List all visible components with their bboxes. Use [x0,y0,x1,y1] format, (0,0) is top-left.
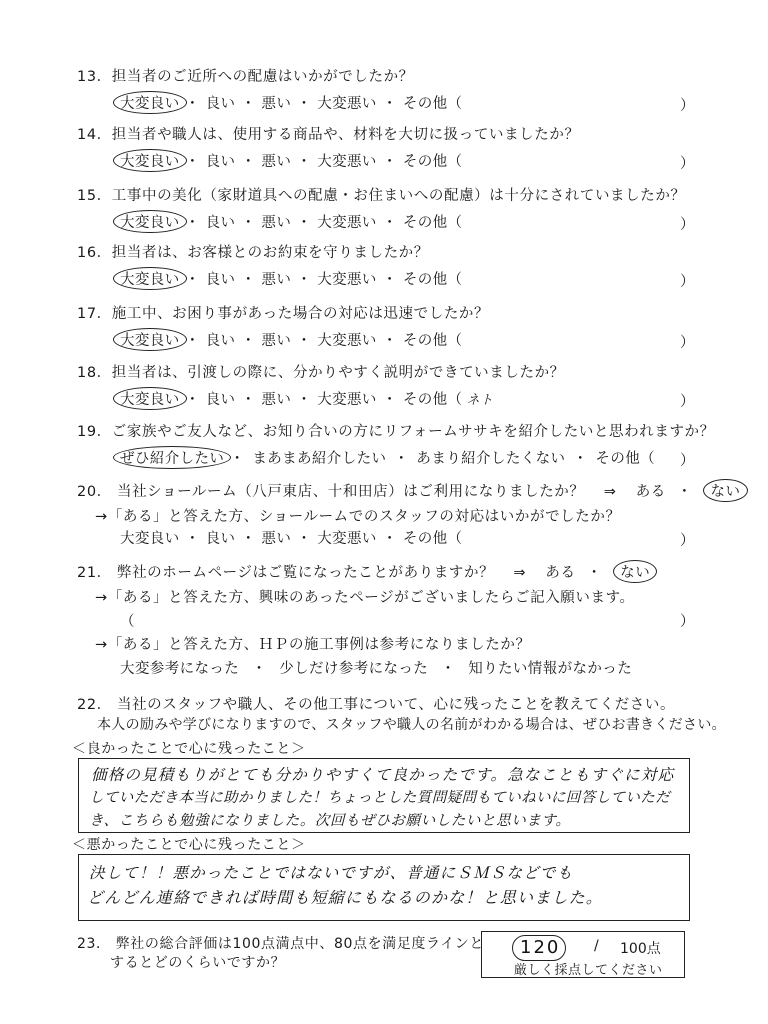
answer-option-circled[interactable]: 大変良い [113,328,187,351]
close-paren: ） [680,217,695,233]
question-16 [77,241,429,262]
answer-option[interactable]: 良い [205,272,236,288]
close-paren: ） [680,274,695,290]
question-21-followup2: →「ある」と答えた方、ＨＰの施工事例は参考になりましたか？ [95,637,531,653]
score-max: 100点 [620,941,661,957]
separator: ・ [382,96,398,112]
separator: ・ [229,451,245,467]
answer-option[interactable]: 大変悪い [317,96,377,112]
question-number: 20． [77,484,112,500]
close-paren: ） [680,614,696,630]
answer-option[interactable]: まあまあ紹介したい [252,451,387,467]
question-text: 弊社のホームページはご覧になったことがありますか？ [116,565,495,581]
separator: ・ [240,531,256,547]
question-23 [77,933,484,953]
answer-no-circled[interactable]: ない [703,479,747,502]
answer-option[interactable]: その他（ [402,154,463,170]
question-text: 施工中、お困り事があった場合の対応は迅速でしたか？ [111,306,490,322]
question-number: 16． [77,245,112,261]
question-number: 14． [77,127,112,143]
answer-options [120,92,462,113]
separator: ・ [382,392,398,408]
answer-option[interactable]: 知りたい情報がなかった [468,661,633,677]
question-14 [77,123,580,144]
separator: ・ [296,272,312,288]
separator: ・ [185,392,201,408]
answer-option[interactable]: その他（ [402,333,463,349]
score-note: 厳しく採点してください [514,963,663,978]
answer-option-circled[interactable]: 大変良い [113,387,187,410]
question-13 [77,65,414,86]
close-paren: ） [680,156,695,172]
answer-option[interactable]: 良い [205,215,236,231]
score-slash: / [594,938,599,954]
separator: ・ [240,215,256,231]
question-number: 13． [77,69,112,85]
question-number: 15． [77,188,112,204]
answer-option[interactable]: 悪い [261,215,292,231]
answer-option[interactable]: 大変良い [120,531,180,547]
separator: ・ [240,392,256,408]
answer-option[interactable]: 大変悪い [317,215,377,231]
question-text: 担当者のご近所への配慮はいかがでしたか？ [111,69,414,85]
separator: ・ [382,272,398,288]
separator: ・ [240,96,256,112]
separator: ・ [185,272,201,288]
question-text: 工事中の美化（家財道具への配慮・お住まいへの配慮）は十分にされていましたか？ [111,188,686,204]
answer-option-circled[interactable]: ぜひ紹介したい [113,446,231,469]
answer-option-circled[interactable]: 大変良い [113,267,187,290]
bad-heading: ＜悪かったことで心に残ったこと＞ [72,837,306,853]
question-text: 担当者や職人は、使用する商品や、材料を大切に扱っていましたか？ [111,127,580,143]
answer-options [120,211,462,232]
answer-option[interactable]: 悪い [261,154,292,170]
answer-option[interactable]: その他（ [402,215,463,231]
answer-option[interactable]: 良い [205,392,236,408]
separator: ・ [251,661,267,677]
separator: ・ [296,96,312,112]
question-text: 担当者は、お客様とのお約束を守りましたか？ [111,245,429,261]
answer-option[interactable]: 大変参考になった [120,661,240,677]
separator: ・ [296,215,312,231]
question-21-followup1: →「ある」と答えた方、興味のあったページがございましたらご記入願います。 [95,590,635,606]
separator: ・ [240,154,256,170]
good-comment-box[interactable] [78,758,690,833]
handwritten-line: していただき本当に助かりました！ちょっとした質問疑問もていねいに回答していただ [89,790,671,806]
separator: ・ [296,531,312,547]
handwritten-line: どんどん連絡できれば時間も短縮にもなるのかな！と思いました。 [87,888,604,907]
separator: ・ [572,451,588,467]
answer-option[interactable]: その他（ [595,451,656,467]
question-text: ご家族やご友人など、お知り合いの方にリフォームササキを紹介したいと思われますか？ [111,424,715,440]
separator: ・ [382,333,398,349]
answer-option[interactable]: 良い [205,96,236,112]
separator: ・ [296,392,312,408]
answer-option[interactable]: その他（ [402,531,463,547]
question-number: 21． [77,565,112,581]
separator: ・ [185,96,201,112]
answer-option[interactable]: その他（ [402,272,463,288]
close-paren: ） [680,98,695,114]
answer-option[interactable]: 悪い [261,531,292,547]
answer-option[interactable]: 悪い [261,272,292,288]
question-19 [77,420,715,441]
answer-option[interactable]: 良い [205,333,236,349]
question-text: 当社のスタッフや職人、その他工事について、心に残ったことを教えてください。 [116,697,676,713]
separator: ・ [440,661,456,677]
close-paren: ） [680,335,695,351]
separator: ・ [185,154,201,170]
question-22 [77,693,675,714]
handwritten-line: 決して！！悪かったことではないですが、普通にＳＭＳなどでも [89,864,574,882]
close-paren: ） [680,394,695,410]
answer-option[interactable]: その他（ [402,96,463,112]
answer-option[interactable]: あまり紹介したくない [416,451,566,467]
answer-no-circled[interactable]: ない [613,560,657,583]
answer-option[interactable]: その他（ [402,392,463,408]
separator: ・ [586,565,602,581]
separator: ・ [382,154,398,170]
answer-option[interactable]: 良い [205,531,236,547]
question-number: 23． [77,936,111,952]
answer-option[interactable]: 良い [205,154,236,170]
answer-option[interactable]: 大変悪い [317,333,377,349]
answer-options [120,150,462,171]
question-15 [77,184,686,205]
question-21-options [120,657,632,678]
answer-options [120,268,462,289]
answer-option-circled[interactable]: 大変良い [113,91,187,114]
answer-options [120,329,462,350]
arrow-icon: ⇒ [603,484,617,500]
question-20-options [120,527,462,548]
answer-option[interactable]: 大変悪い [317,531,377,547]
question-17 [77,302,489,323]
answer-option-circled[interactable]: 大変良い [113,149,187,172]
separator: ・ [677,484,693,500]
question-18 [77,361,565,382]
question-20 [77,479,748,502]
answer-option[interactable]: 悪い [261,392,292,408]
close-paren: ） [680,453,695,469]
question-number: 19． [77,424,112,440]
separator: ・ [382,215,398,231]
answer-option[interactable]: 大変悪い [317,392,377,408]
handwritten-line: き、こちらも勉強になりました。次回もぜひお願いしたいと思います。 [89,813,571,829]
separator: ・ [382,531,398,547]
answer-option-circled[interactable]: 大変良い [113,210,187,233]
question-text: 弊社の総合評価は100点満点中、80点を満足度ラインと [115,936,485,952]
answer-option[interactable]: 少しだけ参考になった [279,661,429,677]
open-paren: （ [120,614,136,630]
separator: ・ [240,272,256,288]
handwritten-line: 価格の見積もりがとても分かりやすくて良かったです。急なこともすぐに対応 [91,766,675,784]
answer-option[interactable]: 大変悪い [317,272,377,288]
arrow-icon: ⇒ [513,565,527,581]
answer-options [120,388,493,409]
question-23-line2: するとどのくらいですか？ [110,955,286,971]
separator: ・ [296,154,312,170]
answer-option[interactable]: 悪い [261,96,292,112]
answer-yes[interactable]: ある [545,565,576,581]
question-number: 18． [77,365,112,381]
good-heading: ＜良かったことで心に残ったこと＞ [72,741,306,757]
score-box[interactable] [481,931,685,978]
answer-option[interactable]: 大変悪い [317,154,377,170]
separator: ・ [185,215,201,231]
separator: ・ [185,531,201,547]
separator: ・ [296,333,312,349]
separator: ・ [240,333,256,349]
question-number: 17． [77,306,112,322]
answer-options [120,447,657,468]
question-text: 担当者は、引渡しの際に、分かりやすく説明ができていましたか？ [111,365,565,381]
question-number: 22． [77,697,112,713]
handwritten-scribble: ネト [466,393,494,408]
bad-comment-box[interactable] [78,854,690,921]
score-value: 120 [520,937,561,958]
question-text: 当社ショールーム（八戸東店、十和田店）はご利用になりましたか？ [116,484,585,500]
question-22-line2: 本人の励みや学びになりますので、スタッフや職人の名前がわかる場合は、ぜひお書きください。 [97,717,726,733]
separator: ・ [393,451,409,467]
answer-yes[interactable]: ある [635,484,666,500]
question-20-followup: →「ある」と答えた方、ショールームでのスタッフの対応はいかがでしたか？ [95,509,621,525]
answer-option[interactable]: 悪い [261,333,292,349]
separator: ・ [185,333,201,349]
question-21 [77,560,657,583]
close-paren: ） [680,533,695,549]
